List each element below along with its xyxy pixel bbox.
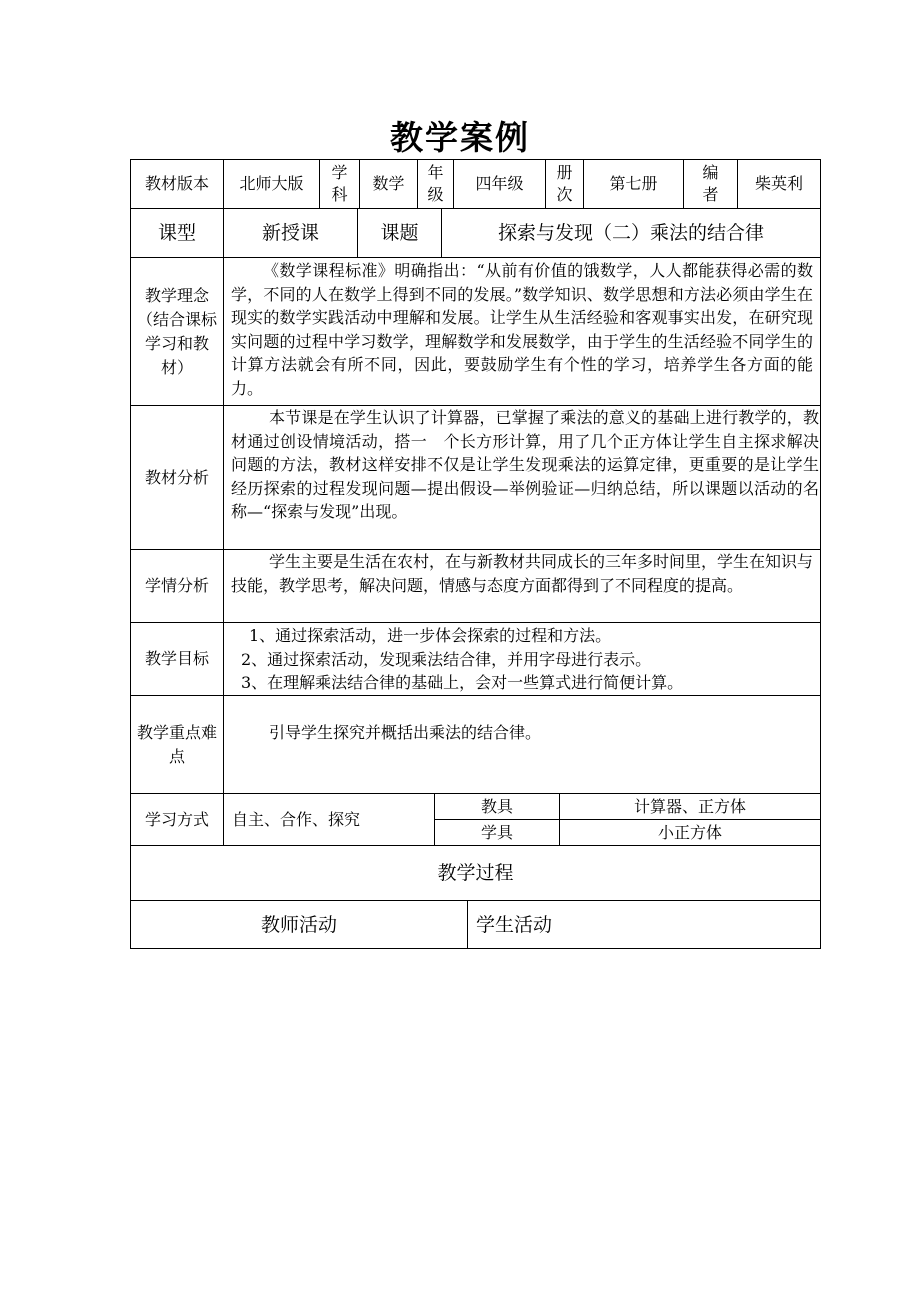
student-analysis-text: 学生主要是生活在农村，在与新教材共同成长的三年多时间里，学生在知识与技能，教学思考，解决问题，情感与态度方面都得到了不同程度的提高。 (231, 552, 814, 595)
lesson-type-value: 新授课 (261, 222, 319, 244)
volume-label: 册次 (556, 163, 573, 204)
lesson-topic-label: 课题 (380, 222, 419, 244)
subject-label: 学科 (331, 163, 348, 204)
lesson-plan-table (130, 159, 821, 949)
edition-value: 北师大版 (239, 174, 304, 193)
student-analysis-label: 学情分析 (144, 576, 209, 595)
student-tools-label: 学具 (480, 822, 513, 842)
grade-value: 四年级 (475, 174, 524, 193)
lesson-topic-value: 探索与发现（二）乘法的结合律 (497, 222, 764, 244)
key-points-text: 引导学生探究并概括出乘法的结合律。 (269, 723, 542, 742)
teacher-tools-label: 教具 (480, 796, 513, 816)
student-tools-value: 小正方体 (657, 822, 722, 842)
goal-item: 1、通过探索活动，进一步体会探索的过程和方法。 (249, 626, 612, 645)
col-divider (223, 257, 224, 845)
goal-item: 3、在理解乘法结合律的基础上，会对一些算式进行简便计算。 (241, 673, 684, 693)
lesson-type-label: 课型 (157, 222, 196, 244)
material-analysis-label: 教材分析 (144, 467, 209, 487)
author-label: 编者 (702, 163, 719, 204)
row-divider (131, 622, 820, 623)
document-title: 教学案例 (390, 118, 530, 157)
teacher-activity-heading: 教师活动 (260, 913, 337, 936)
grade-label: 年级 (427, 163, 444, 204)
teaching-process-heading: 教学过程 (437, 862, 514, 884)
row-divider (131, 257, 820, 258)
subject-value: 数学 (372, 174, 405, 193)
philosophy-label: 教学理念（结合课标学习和教材） (137, 285, 218, 377)
teacher-tools-value: 计算器、正方体 (633, 796, 746, 816)
row-divider (131, 695, 820, 696)
teaching-goals-list (241, 624, 819, 695)
philosophy-text: 《数学课程标准》明确指出：“从前有价值的饿数学，人人都能获得必需的数学，不同的人在数学上得到不同的发展。”数学知识、数学思想和方法必须由学生在现实的数学实践活动中理解和发展。让学生从生活经验和客观事实出发，在研究现实问题的过程中学习数学，理解数学和发展数学，由于学生的生活经验不同学生的计算方法就会有所不同，因此，要鼓励学生有个性的学习，培养学生各方面的能力。 (231, 261, 813, 398)
volume-value: 第七册 (609, 174, 658, 193)
teaching-goals-label: 教学目标 (144, 649, 209, 668)
author-value: 柴英利 (754, 174, 803, 193)
student-activity-heading: 学生活动 (476, 913, 553, 936)
key-points-label: 教学重点难点 (137, 722, 218, 766)
edition-label: 教材版本 (144, 174, 209, 193)
goal-item: 2、通过探索活动，发现乘法结合律，并用字母进行表示。 (241, 649, 652, 669)
material-analysis-text: 本节课是在学生认识了计算器，已掌握了乘法的意义的基础上进行教学的，教材通过创设情境活动，搭一 个长方形计算，用了几个正方体让学生自主探求解决问题的方法，教材这样安排不仅是让学生发现乘法的运算定律，更重要的是让学生经历探索的过程发现问题—提出假设—举例验证—归纳总结，所以课题以活动的名称—“探索与发现”出现。 (231, 408, 819, 522)
learning-method-value: 自主、合作、探究 (232, 809, 361, 829)
learning-method-label: 学习方式 (144, 809, 209, 829)
